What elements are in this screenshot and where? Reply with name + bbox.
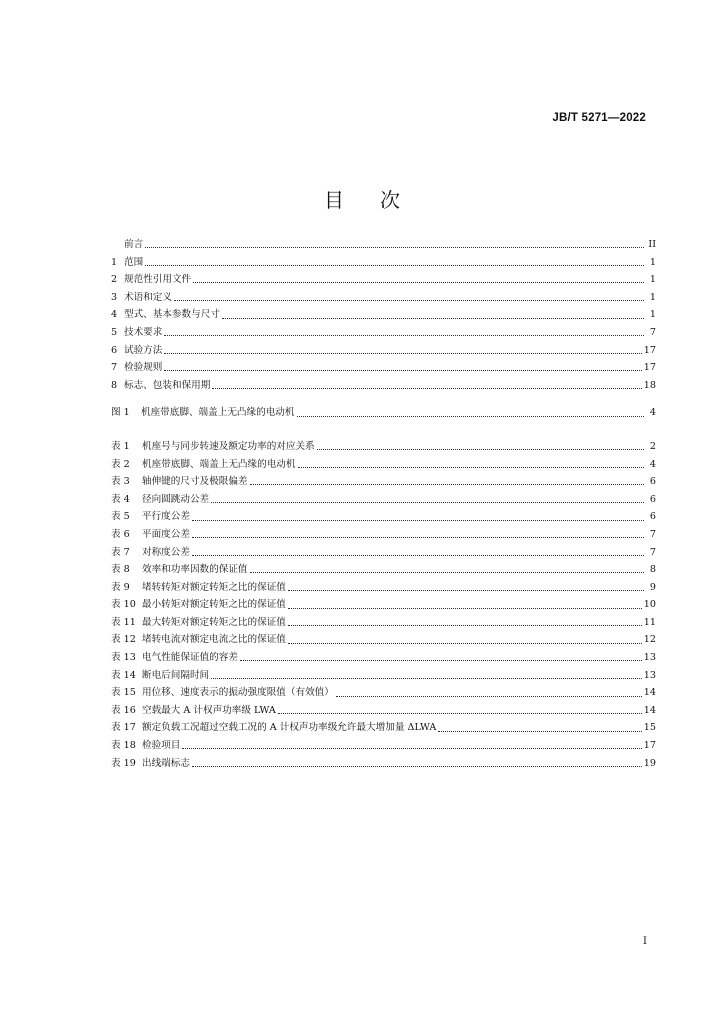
toc-entry-title: 额定负载工况超过空载工况的 A 计权声功率级允许最大增加量 ΔLWA — [142, 722, 437, 734]
toc-leader-dots — [438, 731, 641, 732]
toc-leader-dots — [250, 572, 644, 573]
toc-tables — [111, 438, 656, 772]
toc-leader-dots — [278, 713, 642, 714]
toc-entry-title: 前言 — [124, 239, 144, 250]
toc-entry-page: 13 — [643, 652, 656, 664]
toc-entry-number: 表 1 — [111, 440, 130, 452]
toc-entry-title: 最大转矩对额定转矩之比的保证值 — [142, 616, 286, 628]
toc-entry-page: 11 — [643, 616, 656, 628]
toc-entry-number: 表 3 — [111, 476, 130, 488]
toc-entry-number: 2 — [111, 274, 118, 286]
toc-entry-title: 平行度公差 — [142, 511, 190, 523]
toc-entry-page: 6 — [649, 493, 656, 505]
toc-leader-dots — [336, 696, 642, 697]
toc-entry-title: 对称度公差 — [142, 546, 190, 558]
toc-entry-page: 1 — [649, 309, 656, 321]
toc-entry[interactable] — [111, 438, 656, 456]
page-number: I — [643, 936, 647, 947]
toc-entry-number: 表 11 — [111, 616, 136, 628]
toc-entry-title: 平面度公差 — [142, 528, 190, 540]
toc-leader-dots — [240, 660, 642, 661]
toc-entry[interactable] — [111, 342, 656, 360]
toc-entry[interactable] — [111, 289, 656, 307]
toc-entry[interactable] — [111, 236, 656, 254]
toc-entry-page: 6 — [649, 476, 656, 488]
toc-leader-dots — [298, 467, 645, 468]
toc-entry-title: 轴伸键的尺寸及极限偏差 — [142, 476, 248, 488]
page-title: 目次 — [324, 188, 436, 212]
toc-entry-number: 表 12 — [111, 634, 136, 646]
toc-leader-dots — [192, 766, 642, 767]
toc-entry-page: 14 — [643, 687, 656, 699]
toc-entry[interactable] — [111, 614, 656, 632]
toc-leader-dots — [182, 748, 641, 749]
toc-entry-title: 机座带底脚、端盖上无凸缘的电动机 — [141, 407, 295, 419]
toc-entry-page: 7 — [649, 528, 656, 540]
toc-entry[interactable] — [111, 631, 656, 649]
toc-leader-dots — [222, 318, 644, 319]
toc-leader-dots — [145, 265, 644, 266]
toc-leader-dots — [288, 625, 642, 626]
toc-chapters — [111, 236, 656, 394]
toc-entry-title: 断电后间隔时间 — [142, 669, 210, 681]
toc-entry[interactable] — [111, 473, 656, 491]
toc-entry-page: 15 — [643, 722, 656, 734]
toc-entry-title: 检验项目 — [142, 740, 181, 752]
toc-entry-number: 表 4 — [111, 493, 130, 505]
toc-entry-page: 4 — [649, 458, 656, 470]
toc-entry-page: 18 — [643, 379, 656, 391]
toc-entry-number: 6 — [111, 344, 118, 356]
toc-entry-page: 9 — [649, 581, 656, 593]
toc-entry-title: 范围 — [124, 256, 144, 268]
toc-leader-dots — [174, 300, 644, 301]
toc-entry[interactable] — [111, 561, 656, 579]
toc-entry-page: 1 — [649, 256, 656, 268]
toc-entry-page: 13 — [643, 669, 656, 681]
toc-entry-title: 堵转转矩对额定转矩之比的保证值 — [142, 581, 286, 593]
toc-leader-dots — [297, 416, 645, 417]
toc-entry[interactable] — [111, 596, 656, 614]
toc-leader-dots — [192, 537, 644, 538]
toc-entry-page: 10 — [643, 599, 656, 611]
toc-entry-number: 表 18 — [111, 740, 136, 752]
toc-entry-number: 7 — [111, 362, 118, 374]
toc-entry[interactable] — [111, 579, 656, 597]
toc-entry-number: 3 — [111, 291, 118, 303]
toc-entry-number: 表 7 — [111, 546, 130, 558]
toc-entry-number: 表 9 — [111, 581, 130, 593]
toc-leader-dots — [192, 520, 644, 521]
toc-entry-page: 2 — [649, 440, 656, 452]
toc-entry[interactable] — [111, 377, 656, 395]
toc-entry-page: 17 — [643, 344, 656, 356]
toc-entry-title: 规范性引用文件 — [124, 274, 192, 286]
toc-entry[interactable] — [111, 544, 656, 562]
toc-leader-dots — [192, 555, 644, 556]
toc-entry-number: 表 14 — [111, 669, 136, 681]
toc-entry-page: 17 — [643, 740, 656, 752]
toc-entry-title: 电气性能保证值的容差 — [142, 652, 238, 664]
toc-entry-title: 技术要求 — [124, 326, 163, 338]
toc-figures — [111, 404, 656, 422]
toc-leader-dots — [193, 282, 644, 283]
toc-entry-number: 表 15 — [111, 687, 136, 699]
toc-entry-number: 4 — [111, 309, 118, 321]
toc-entry[interactable] — [111, 271, 656, 289]
toc-entry-title: 径向圆跳动公差 — [142, 493, 210, 505]
toc-leader-dots — [211, 678, 642, 679]
toc-entry[interactable] — [111, 404, 656, 422]
toc-entry-page: 7 — [649, 546, 656, 558]
toc-entry-number: 图 1 — [111, 407, 130, 419]
toc-leader-dots — [212, 388, 641, 389]
toc-entry-title: 堵转电流对额定电流之比的保证值 — [142, 634, 286, 646]
toc-entry-number: 8 — [111, 379, 118, 391]
toc-entry-title: 最小转矩对额定转矩之比的保证值 — [142, 599, 286, 611]
toc-leader-dots — [164, 370, 641, 371]
toc-entry[interactable] — [111, 702, 656, 720]
toc-entry-number: 表 13 — [111, 652, 136, 664]
toc-entry-title: 标志、包装和保用期 — [124, 379, 211, 391]
toc-entry[interactable] — [111, 667, 656, 685]
toc-entry-page: 17 — [643, 362, 656, 374]
toc-entry-title: 试验方法 — [124, 344, 163, 356]
table-of-contents — [111, 236, 656, 772]
toc-entry[interactable] — [111, 737, 656, 755]
toc-entry[interactable] — [111, 508, 656, 526]
toc-leader-dots — [145, 247, 644, 248]
toc-entry-number: 表 16 — [111, 704, 136, 716]
toc-entry-title: 检验规则 — [124, 362, 163, 374]
toc-entry-page: 8 — [649, 564, 656, 576]
toc-entry-page: 14 — [643, 704, 656, 716]
standard-code: JB/T 5271—2022 — [552, 112, 646, 124]
toc-entry-page: 6 — [649, 511, 656, 523]
toc-entry[interactable] — [111, 755, 656, 773]
toc-entry-title: 机座号与同步转速及额定功率的对应关系 — [142, 440, 315, 452]
toc-entry-number: 表 10 — [111, 599, 136, 611]
toc-entry-number: 1 — [111, 256, 118, 268]
toc-entry[interactable] — [111, 719, 656, 737]
toc-entry[interactable] — [111, 684, 656, 702]
toc-entry-title: 术语和定义 — [124, 291, 172, 303]
toc-entry-title: 用位移、速度表示的振动强度限值（有效值） — [142, 687, 334, 699]
toc-entry[interactable] — [111, 324, 656, 342]
toc-entry-title: 机座带底脚、端盖上无凸缘的电动机 — [142, 458, 296, 470]
toc-entry-number: 表 5 — [111, 511, 130, 523]
toc-entry[interactable] — [111, 306, 656, 324]
toc-entry-page: 12 — [643, 634, 656, 646]
toc-entry-page: 1 — [649, 291, 656, 303]
toc-entry-number: 表 2 — [111, 458, 130, 470]
toc-entry[interactable] — [111, 456, 656, 474]
toc-entry[interactable] — [111, 254, 656, 272]
toc-entry[interactable] — [111, 526, 656, 544]
toc-entry[interactable] — [111, 649, 656, 667]
toc-entry-number: 表 6 — [111, 528, 130, 540]
toc-entry-number: 表 19 — [111, 757, 136, 769]
toc-leader-dots — [164, 335, 644, 336]
toc-entry-title: 出线端标志 — [142, 757, 190, 769]
toc-entry-title: 空载最大 A 计权声功率级 LWA — [142, 704, 276, 716]
toc-entry[interactable] — [111, 359, 656, 377]
toc-entry-page: 19 — [643, 757, 656, 769]
toc-leader-dots — [317, 449, 644, 450]
toc-leader-dots — [164, 353, 641, 354]
toc-leader-dots — [211, 502, 644, 503]
toc-leader-dots — [250, 484, 644, 485]
toc-entry[interactable] — [111, 491, 656, 509]
toc-leader-dots — [288, 643, 642, 644]
toc-leader-dots — [288, 608, 642, 609]
toc-entry-number: 表 8 — [111, 564, 130, 576]
toc-entry-page: II — [648, 239, 656, 250]
toc-entry-page: 4 — [649, 407, 656, 419]
toc-entry-number: 表 17 — [111, 722, 136, 734]
toc-entry-title: 型式、基本参数与尺寸 — [124, 309, 220, 321]
toc-leader-dots — [288, 590, 644, 591]
toc-entry-number: 5 — [111, 326, 118, 338]
toc-entry-page: 1 — [649, 274, 656, 286]
toc-entry-title: 效率和功率因数的保证值 — [142, 564, 248, 576]
toc-entry-page: 7 — [649, 326, 656, 338]
